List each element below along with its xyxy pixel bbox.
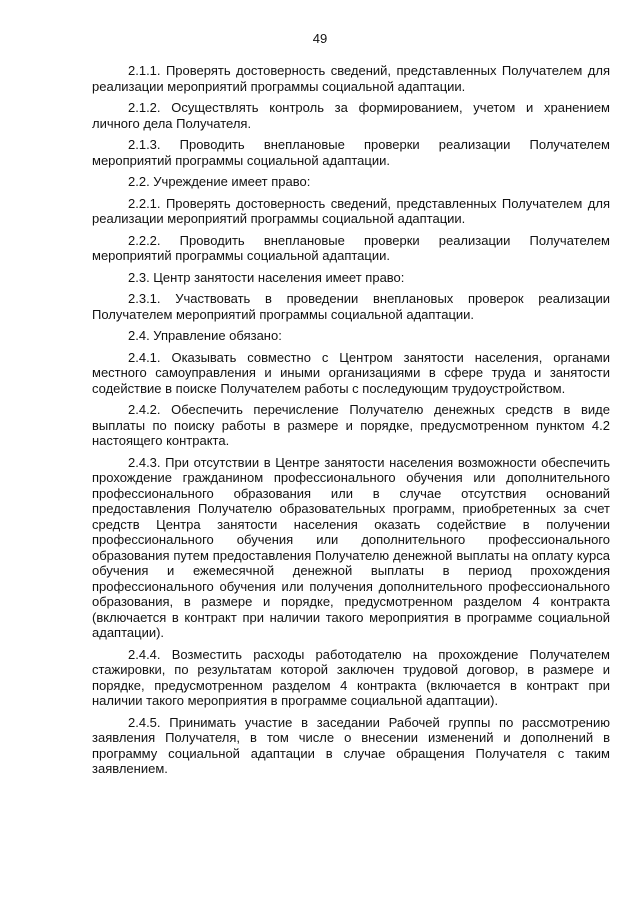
paragraph-2-4-4: 2.4.4. Возместить расходы работодателю на прохождение Получателем стажировки, по результатам которой заключен трудовой договор, в размере и порядке, предусмотренном разделом 4 контракта (включается в контракт при наличии такого мероприятия в программе социальной адаптации). [92, 646, 610, 708]
paragraph-2-4-5: 2.4.5. Принимать участие в заседании Рабочей группы по рассмотрению заявления Получателя, в том числе о внесении изменений и дополнений в программу социальной адаптации в случае обращения Получателя с таким заявлением. [92, 714, 610, 776]
paragraph-2-4: 2.4. Управление обязано: [128, 328, 282, 343]
paragraph-2-3: 2.3. Центр занятости населения имеет право: [128, 269, 405, 285]
paragraph-2-4-3: 2.4.3. При отсутствии в Центре занятости населения возможности обеспечить прохождение гражданином профессионального обучения или дополнительного профессионального образования или в случае отсутствия оснований предоставления Получателю образовательных программ, приобретенных за счет средств Центра занятости населения оказать содействие в получении профессионального обучения или дополнительного профессионального образования путем предоставления Получателю денежной выплаты на оплату курса обучения и ежемесячной денежной выплаты в период прохождения профессионального обучения или получения дополнительного профессионального образования, в размере и порядке, предусмотренном разделом 4 контракта (включается в контракт при наличии такого мероприятия в программе социальной адаптации). [92, 454, 610, 640]
paragraph-2-4-1: 2.4.1. Оказывать совместно с Центром занятости населения, органами местного самоуправления и иными организациями в сфере труда и занятости содействие в поиске Получателем работы с последующим трудоустройством. [92, 349, 610, 396]
paragraph-2-1-2: 2.1.2. Осуществлять контроль за формированием, учетом и хранением личного дела Получателя. [92, 100, 610, 131]
paragraph-2-4-2: 2.4.2. Обеспечить перечисление Получателю денежных средств в виде выплаты по поиску работы в размере и порядке, предусмотренном пунктом 4.2 настоящего контракта. [92, 402, 610, 448]
paragraph-2-2-2: 2.2.2. Проводить внеплановые проверки реализации Получателем мероприятий программы социальной адаптации. [92, 232, 610, 263]
paragraph-2-1-1: 2.1.1. Проверять достоверность сведений, представленных Получателем для реализации мероприятий программы социальной адаптации. [92, 63, 610, 94]
document-body [92, 63, 610, 783]
page-number: 49 [312, 31, 328, 46]
paragraph-2-2: 2.2. Учреждение имеет право: [128, 174, 311, 189]
paragraph-2-3-1: 2.3.1. Участвовать в проведении внеплановых проверок реализации Получателем мероприятий программы социальной адаптации. [92, 291, 610, 322]
paragraph-2-1-3: 2.1.3. Проводить внеплановые проверки реализации Получателем мероприятий программы социальной адаптации. [92, 137, 610, 168]
paragraph-2-2-1: 2.2.1. Проверять достоверность сведений, представленных Получателем для реализации мероприятий программы социальной адаптации. [92, 195, 610, 226]
